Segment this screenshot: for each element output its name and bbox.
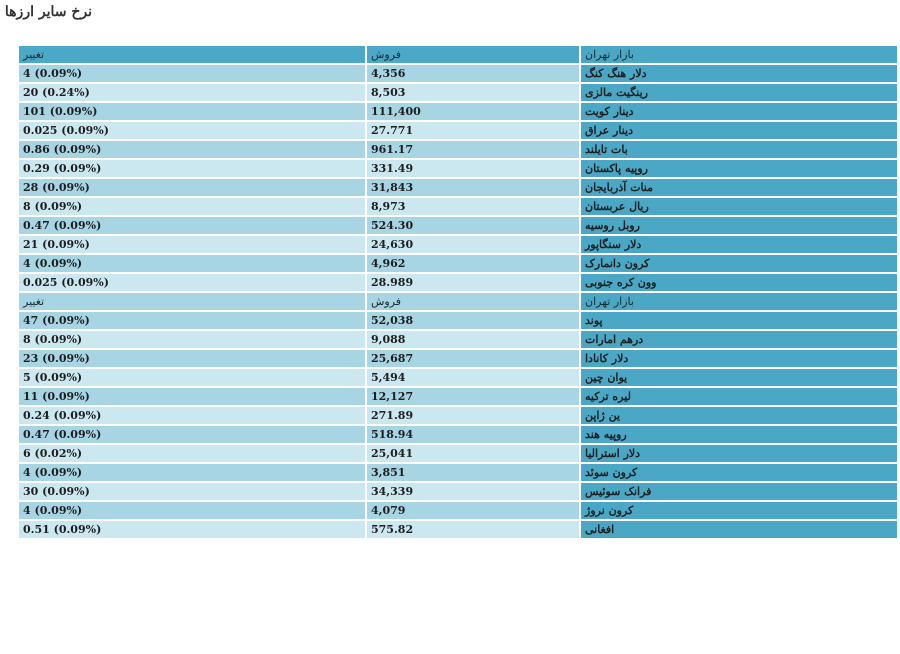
sell-price-cell: [367, 198, 579, 215]
sell-price-cell: [367, 331, 579, 348]
price-change: 0.24 (0.09%): [23, 409, 102, 422]
price-change-cell: [19, 255, 365, 272]
price-change-cell: [19, 160, 365, 177]
currency-name-cell: [581, 160, 897, 177]
currency-name-cell: [581, 445, 897, 462]
currency-name: روبل روسیه: [585, 219, 640, 232]
currency-name: کرون سوئد: [585, 466, 638, 479]
currency-name: کرون نروژ: [585, 504, 634, 517]
sell-price: 5,494: [371, 371, 406, 384]
currency-name: ریال عربستان: [585, 200, 649, 213]
sell-price-cell: [367, 464, 579, 481]
price-change-cell: [19, 407, 365, 424]
currency-name: دینار عراق: [585, 124, 633, 137]
currency-name-cell: [581, 84, 897, 101]
table-row: [19, 331, 897, 348]
price-change-cell: [19, 236, 365, 253]
table-row: [19, 103, 897, 120]
sell-price-cell: [367, 445, 579, 462]
price-change: 4 (0.09%): [23, 504, 83, 517]
sell-price: 52,038: [371, 314, 414, 327]
table-row: [19, 502, 897, 519]
table-header-row: [19, 46, 897, 63]
price-change: 0.86 (0.09%): [23, 143, 102, 156]
price-change: 0.29 (0.09%): [23, 162, 102, 175]
sell-price: 25,041: [371, 447, 414, 460]
price-change: 23 (0.09%): [23, 352, 90, 365]
price-change: 0.025 (0.09%): [23, 124, 109, 137]
currency-name: یوان چین: [585, 371, 628, 384]
header-market: بازار تهران: [581, 46, 897, 63]
page-title: نرخ سایر ارزها: [4, 4, 92, 20]
sell-price: 4,079: [371, 504, 406, 517]
currency-name-cell: [581, 65, 897, 82]
currency-name-cell: [581, 521, 897, 538]
currency-name-cell: [581, 179, 897, 196]
price-change-cell: [19, 65, 365, 82]
table-row: [19, 445, 897, 462]
sell-price-cell: [367, 426, 579, 443]
price-change-cell: [19, 445, 365, 462]
currency-name: روپیه هند: [585, 428, 627, 441]
sell-price-cell: [367, 217, 579, 234]
currency-name-cell: [581, 122, 897, 139]
price-change: 8 (0.09%): [23, 200, 83, 213]
header-sell: فروش: [367, 46, 579, 63]
price-change: 4 (0.09%): [23, 257, 83, 270]
sell-price-cell: [367, 369, 579, 386]
sell-price-cell: [367, 255, 579, 272]
sell-price-cell: [367, 312, 579, 329]
price-change: 0.47 (0.09%): [23, 219, 102, 232]
price-change-cell: [19, 274, 365, 291]
currency-name: فرانک سوئیس: [585, 485, 652, 498]
sell-price: 28.989: [371, 276, 414, 289]
price-change: 5 (0.09%): [23, 371, 83, 384]
price-change: 0.51 (0.09%): [23, 523, 102, 536]
sell-price: 4,962: [371, 257, 406, 270]
sell-price-cell: [367, 350, 579, 367]
price-change-cell: [19, 483, 365, 500]
sell-price: 524.30: [371, 219, 414, 232]
header-change: تغییر: [19, 293, 365, 310]
currency-name-cell: [581, 312, 897, 329]
table-row: [19, 122, 897, 139]
currency-name-cell: [581, 236, 897, 253]
currency-name-cell: [581, 502, 897, 519]
sell-price-cell: [367, 274, 579, 291]
currency-name-cell: [581, 103, 897, 120]
price-change: 11 (0.09%): [23, 390, 90, 403]
currency-name: کرون دانمارک: [585, 257, 650, 270]
price-change-cell: [19, 369, 365, 386]
currency-name: منات آذربایجان: [585, 181, 654, 194]
currency-name-cell: [581, 407, 897, 424]
sell-price-cell: [367, 388, 579, 405]
rates-table-body: [19, 46, 897, 538]
currency-name: وون کره جنوبی: [585, 276, 657, 289]
currency-name: لیره ترکیه: [585, 390, 631, 403]
price-change: 0.025 (0.09%): [23, 276, 109, 289]
price-change-cell: [19, 217, 365, 234]
price-change: 20 (0.24%): [23, 86, 90, 99]
currency-name: روپیه پاکستان: [585, 162, 648, 175]
sell-price: 575.82: [371, 523, 414, 536]
price-change-cell: [19, 198, 365, 215]
price-change: 30 (0.09%): [23, 485, 90, 498]
price-change-cell: [19, 350, 365, 367]
currency-name: افغانی: [585, 523, 615, 536]
price-change-cell: [19, 122, 365, 139]
sell-price: 27.771: [371, 124, 414, 137]
sell-price: 34,339: [371, 485, 414, 498]
sell-price: 961.17: [371, 143, 414, 156]
sell-price-cell: [367, 65, 579, 82]
sell-price: 9,088: [371, 333, 406, 346]
currency-name-cell: [581, 464, 897, 481]
price-change: 4 (0.09%): [23, 466, 83, 479]
table-row: [19, 483, 897, 500]
price-change-cell: [19, 464, 365, 481]
sell-price: 24,630: [371, 238, 414, 251]
price-change: 21 (0.09%): [23, 238, 90, 251]
currency-name: بات تایلند: [585, 143, 628, 156]
sell-price: 12,127: [371, 390, 414, 403]
table-row: [19, 426, 897, 443]
price-change-cell: [19, 388, 365, 405]
currency-name: دلار استرالیا: [585, 447, 641, 460]
table-row: [19, 217, 897, 234]
price-change-cell: [19, 502, 365, 519]
table-row: [19, 521, 897, 538]
sell-price: 518.94: [371, 428, 414, 441]
currency-name: دلار سنگاپور: [585, 238, 642, 251]
currency-name-cell: [581, 426, 897, 443]
sell-price-cell: [367, 407, 579, 424]
price-change-cell: [19, 426, 365, 443]
sell-price-cell: [367, 236, 579, 253]
currency-name: دینار کویت: [585, 105, 634, 118]
table-row: [19, 65, 897, 82]
table-row: [19, 141, 897, 158]
sell-price: 8,973: [371, 200, 406, 213]
sell-price: 4,356: [371, 67, 406, 80]
sell-price: 31,843: [371, 181, 414, 194]
table-row: [19, 274, 897, 291]
currency-name-cell: [581, 217, 897, 234]
sell-price: 8,503: [371, 86, 406, 99]
currency-name-cell: [581, 274, 897, 291]
table-row: [19, 350, 897, 367]
table-row: [19, 255, 897, 272]
table-row: [19, 312, 897, 329]
sell-price-cell: [367, 502, 579, 519]
currency-name-cell: [581, 369, 897, 386]
table-row: [19, 236, 897, 253]
price-change: 101 (0.09%): [23, 105, 98, 118]
table-row: [19, 160, 897, 177]
price-change-cell: [19, 179, 365, 196]
sell-price-cell: [367, 122, 579, 139]
price-change: 47 (0.09%): [23, 314, 90, 327]
currency-name: دلار کانادا: [585, 352, 629, 365]
price-change-cell: [19, 84, 365, 101]
sell-price-cell: [367, 160, 579, 177]
currency-name-cell: [581, 198, 897, 215]
table-row: [19, 369, 897, 386]
currency-name-cell: [581, 331, 897, 348]
sell-price-cell: [367, 521, 579, 538]
price-change-cell: [19, 312, 365, 329]
price-change-cell: [19, 521, 365, 538]
currency-name-cell: [581, 483, 897, 500]
sell-price-cell: [367, 103, 579, 120]
table-subheader-row: [19, 293, 897, 310]
currency-name: درهم امارات: [585, 333, 644, 346]
table-row: [19, 464, 897, 481]
table-row: [19, 388, 897, 405]
sell-price: 25,687: [371, 352, 414, 365]
currency-name: رینگیت مالزی: [585, 86, 648, 99]
sell-price: 271.89: [371, 409, 414, 422]
currency-name-cell: [581, 255, 897, 272]
currency-name: پوند: [585, 314, 603, 327]
sell-price-cell: [367, 483, 579, 500]
price-change-cell: [19, 141, 365, 158]
header-market: بازار تهران: [581, 293, 897, 310]
price-change: 8 (0.09%): [23, 333, 83, 346]
price-change-cell: [19, 331, 365, 348]
currency-name: ین ژاپن: [585, 409, 621, 422]
currency-name-cell: [581, 388, 897, 405]
table-row: [19, 407, 897, 424]
currency-name-cell: [581, 141, 897, 158]
sell-price: 3,851: [371, 466, 406, 479]
sell-price-cell: [367, 141, 579, 158]
currency-name: دلار هنگ کنگ: [585, 67, 647, 80]
sell-price-cell: [367, 84, 579, 101]
price-change-cell: [19, 103, 365, 120]
table-row: [19, 198, 897, 215]
currency-rates-table: [17, 44, 899, 540]
header-sell: فروش: [367, 293, 579, 310]
header-change: تغییر: [19, 46, 365, 63]
currency-name-cell: [581, 350, 897, 367]
sell-price: 111,400: [371, 105, 421, 118]
price-change: 0.47 (0.09%): [23, 428, 102, 441]
sell-price: 331.49: [371, 162, 414, 175]
sell-price-cell: [367, 179, 579, 196]
table-row: [19, 84, 897, 101]
price-change: 4 (0.09%): [23, 67, 83, 80]
price-change: 6 (0.02%): [23, 447, 83, 460]
price-change: 28 (0.09%): [23, 181, 90, 194]
table-row: [19, 179, 897, 196]
